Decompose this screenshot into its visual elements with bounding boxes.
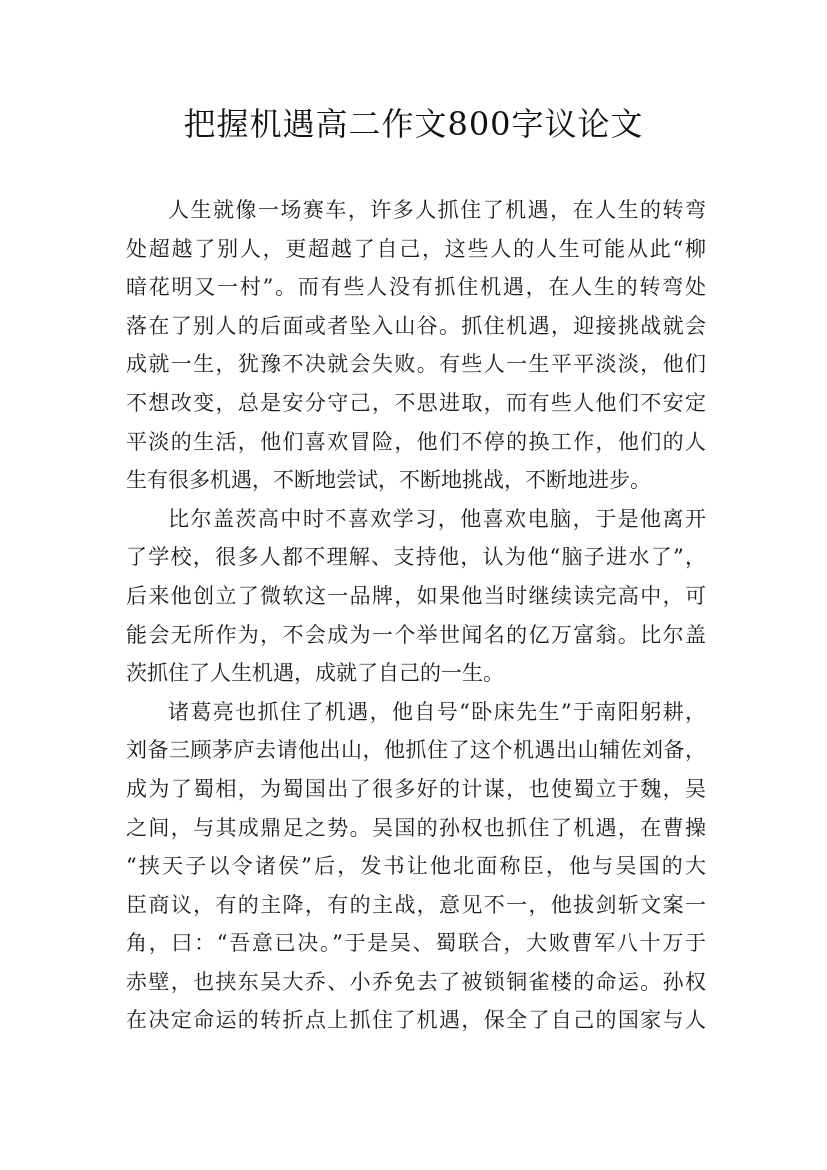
text-line: 生有很多机遇，不断地尝试，不断地挑战，不断地进步。	[126, 468, 651, 493]
document-body	[126, 191, 706, 1040]
paragraph	[126, 191, 706, 500]
text-line: 之间，与其成鼎足之势。吴国的孙权也抓住了机遇，在曹操	[126, 815, 706, 840]
text-line: 诸葛亮也抓住了机遇，他自号“卧床先生”于南阳躬耕，	[168, 699, 706, 724]
text-line: 了学校，很多人都不理解、支持他，认为他“脑子进水了”，	[126, 545, 706, 570]
text-line: 暗花明又一村”。而有些人没有抓住机遇，在人生的转弯处	[126, 275, 706, 300]
text-line: 能会无所作为，不会成为一个举世闻名的亿万富翁。比尔盖	[126, 622, 706, 647]
text-line: 不想改变，总是安分守己，不思进取，而有些人他们不安定	[126, 390, 706, 415]
text-line: 平淡的生活，他们喜欢冒险，他们不停的换工作，他们的人	[126, 429, 706, 454]
paragraph	[126, 693, 706, 1040]
text-line: 刘备三顾茅庐去请他出山，他抓住了这个机遇出山辅佐刘备，	[126, 738, 706, 763]
text-line: 成就一生，犹豫不决就会失败。有些人一生平平淡淡，他们	[126, 352, 706, 377]
text-line: 比尔盖茨高中时不喜欢学习，他喜欢电脑，于是他离开	[168, 506, 706, 531]
document-title: 把握机遇高二作文800字议论文	[183, 105, 644, 143]
text-line: 茨抓住了人生机遇，成就了自己的一生。	[126, 661, 504, 686]
text-line: 臣商议，有的主降，有的主战，意见不一，他拔剑斩文案一	[126, 892, 706, 917]
text-line: 处超越了别人，更超越了自己，这些人的人生可能从此“柳	[126, 236, 706, 261]
text-line: 落在了别人的后面或者坠入山谷。抓住机遇，迎接挑战就会	[126, 313, 706, 338]
paragraph	[126, 500, 706, 693]
text-line: 后来他创立了微软这一品牌，如果他当时继续读完高中，可	[126, 583, 706, 608]
text-line: 人生就像一场赛车，许多人抓住了机遇，在人生的转弯	[168, 198, 706, 222]
text-line: 在决定命运的转折点上抓住了机遇，保全了自己的国家与人	[126, 1008, 706, 1033]
text-line: 赤壁，也挟东吴大乔、小乔免去了被锁铜雀楼的命运。孙权	[126, 969, 706, 994]
text-line: “挟天子以令诸侯”后，发书让他北面称臣，他与吴国的大	[126, 854, 706, 879]
text-line: 成为了蜀相，为蜀国出了很多好的计谋，也使蜀立于魏，吴	[126, 776, 706, 801]
text-line: 角，曰：“吾意已决。”于是吴、蜀联合，大败曹军八十万于	[126, 931, 706, 956]
